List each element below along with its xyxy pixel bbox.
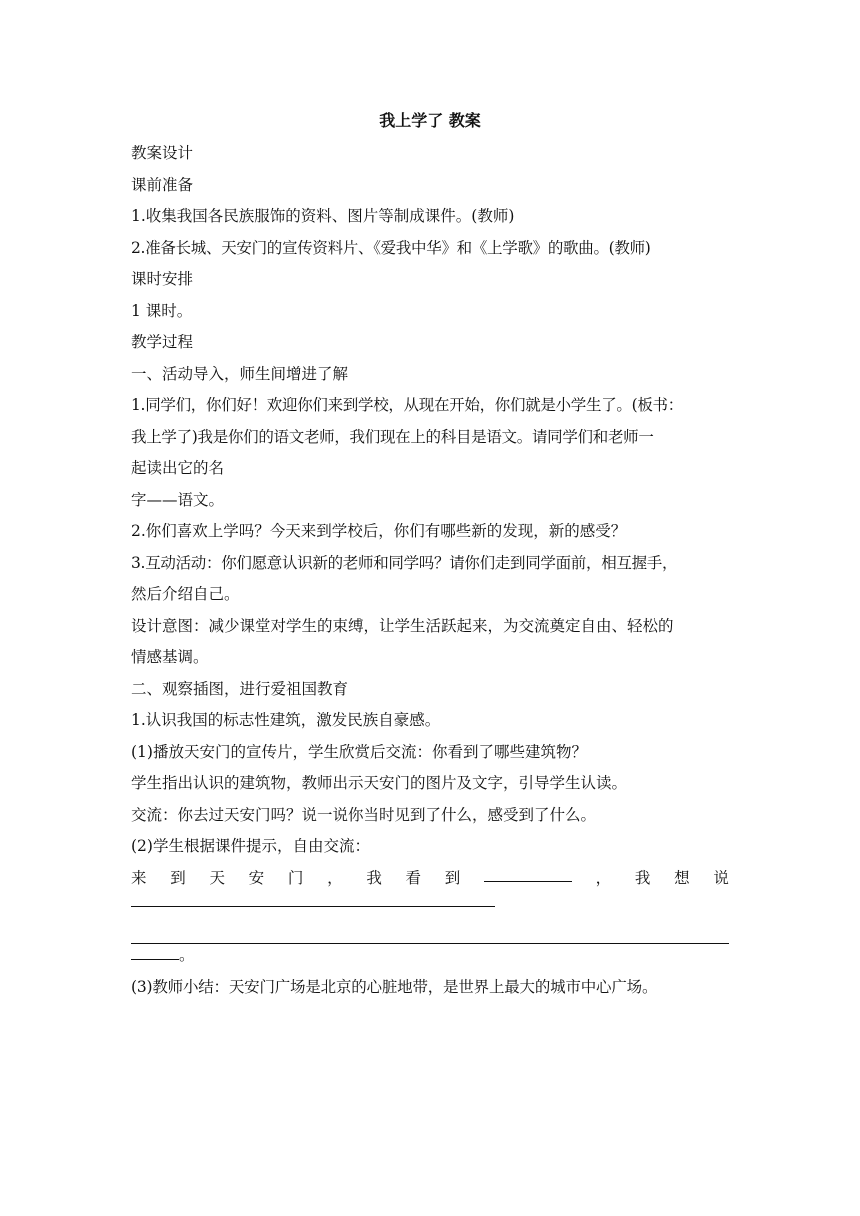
paragraph-summary: (3)教师小结：天安门广场是北京的心脏地带，是世界上最大的城市中心广场。 (131, 977, 658, 996)
paragraph: 3.互动活动：你们愿意认识新的老师和同学吗？请你们走到同学面前，相互握手， (131, 553, 678, 572)
fill-char: 看 (405, 868, 422, 887)
heading-preparation: 课前准备 (131, 175, 194, 194)
paragraph: 2.你们喜欢上学吗？今天来到学校后，你们有哪些新的发现，新的感受？ (131, 522, 627, 540)
fill-char: 说 (713, 868, 729, 887)
paragraph: 然后介绍自己。 (131, 585, 240, 603)
document-title: 我上学了 教案 (379, 111, 481, 130)
paragraph: 1 课时。 (131, 301, 193, 320)
fill-end (131, 940, 729, 972)
document-body (131, 104, 729, 1003)
paragraph: 学生指出认识的建筑物，教师出示天安门的图片及文字，引导学生认读。 (131, 774, 628, 792)
fill-char: 安 (248, 868, 265, 887)
fill-char: ， (595, 868, 612, 887)
fill-char: 我 (366, 868, 382, 887)
fill-char: 想 (674, 868, 690, 887)
fill-char: 来 (131, 868, 147, 887)
fill-char: 到 (170, 868, 186, 887)
fill-char: 到 (444, 868, 461, 887)
paragraph: (1)播放天安门的宣传片，学生欣赏后交流：你看到了哪些建筑物？ (131, 742, 587, 761)
fill-char: 我 (634, 868, 651, 887)
section-heading: 一、活动导入，师生间增进了解 (131, 364, 349, 383)
paragraph: 设计意图：减少课堂对学生的束缚，让学生活跃起来，为交流奠定自由、轻松的 (131, 616, 674, 635)
paragraph: 2.准备长城、天安门的宣传资料片、《爱我中华》和《上学歌》的歌曲。(教师) (131, 238, 651, 257)
fill-end-mark: 。 (179, 946, 195, 964)
heading-process: 教学过程 (131, 333, 194, 351)
paragraph: 我上学了)我是你们的语文老师，我们现在上的科目是语文。请同学们和老师一 (131, 427, 654, 446)
heading-lesson-design: 教案设计 (131, 144, 194, 162)
paragraph: 起读出它的名 (131, 459, 225, 477)
fill-blank (131, 941, 179, 960)
fill-char: 天 (209, 868, 225, 887)
paragraph: 字——语文。 (131, 490, 225, 509)
paragraph: 1.认识我国的标志性建筑，激发民族自豪感。 (131, 711, 441, 729)
paragraph: 情感基调。 (131, 648, 209, 666)
section-heading: 二、观察插图，进行爱祖国教育 (131, 679, 349, 698)
heading-schedule: 课时安排 (131, 270, 194, 288)
paragraph: 1.同学们，你们好！欢迎你们来到学校，从现在开始，你们就是小学生了。(板书： (131, 396, 683, 414)
paragraph: 1.收集我国各民族服饰的资料、图片等制成课件。(教师) (131, 207, 515, 225)
paragraph: 交流：你去过天安门吗？说一说你当时见到了什么，感受到了什么。 (131, 805, 597, 824)
fill-char: 门 (287, 868, 304, 887)
fill-char: ， (327, 868, 343, 887)
paragraph: (2)学生根据课件提示，自由交流： (131, 837, 370, 855)
fill-blank (484, 863, 572, 882)
